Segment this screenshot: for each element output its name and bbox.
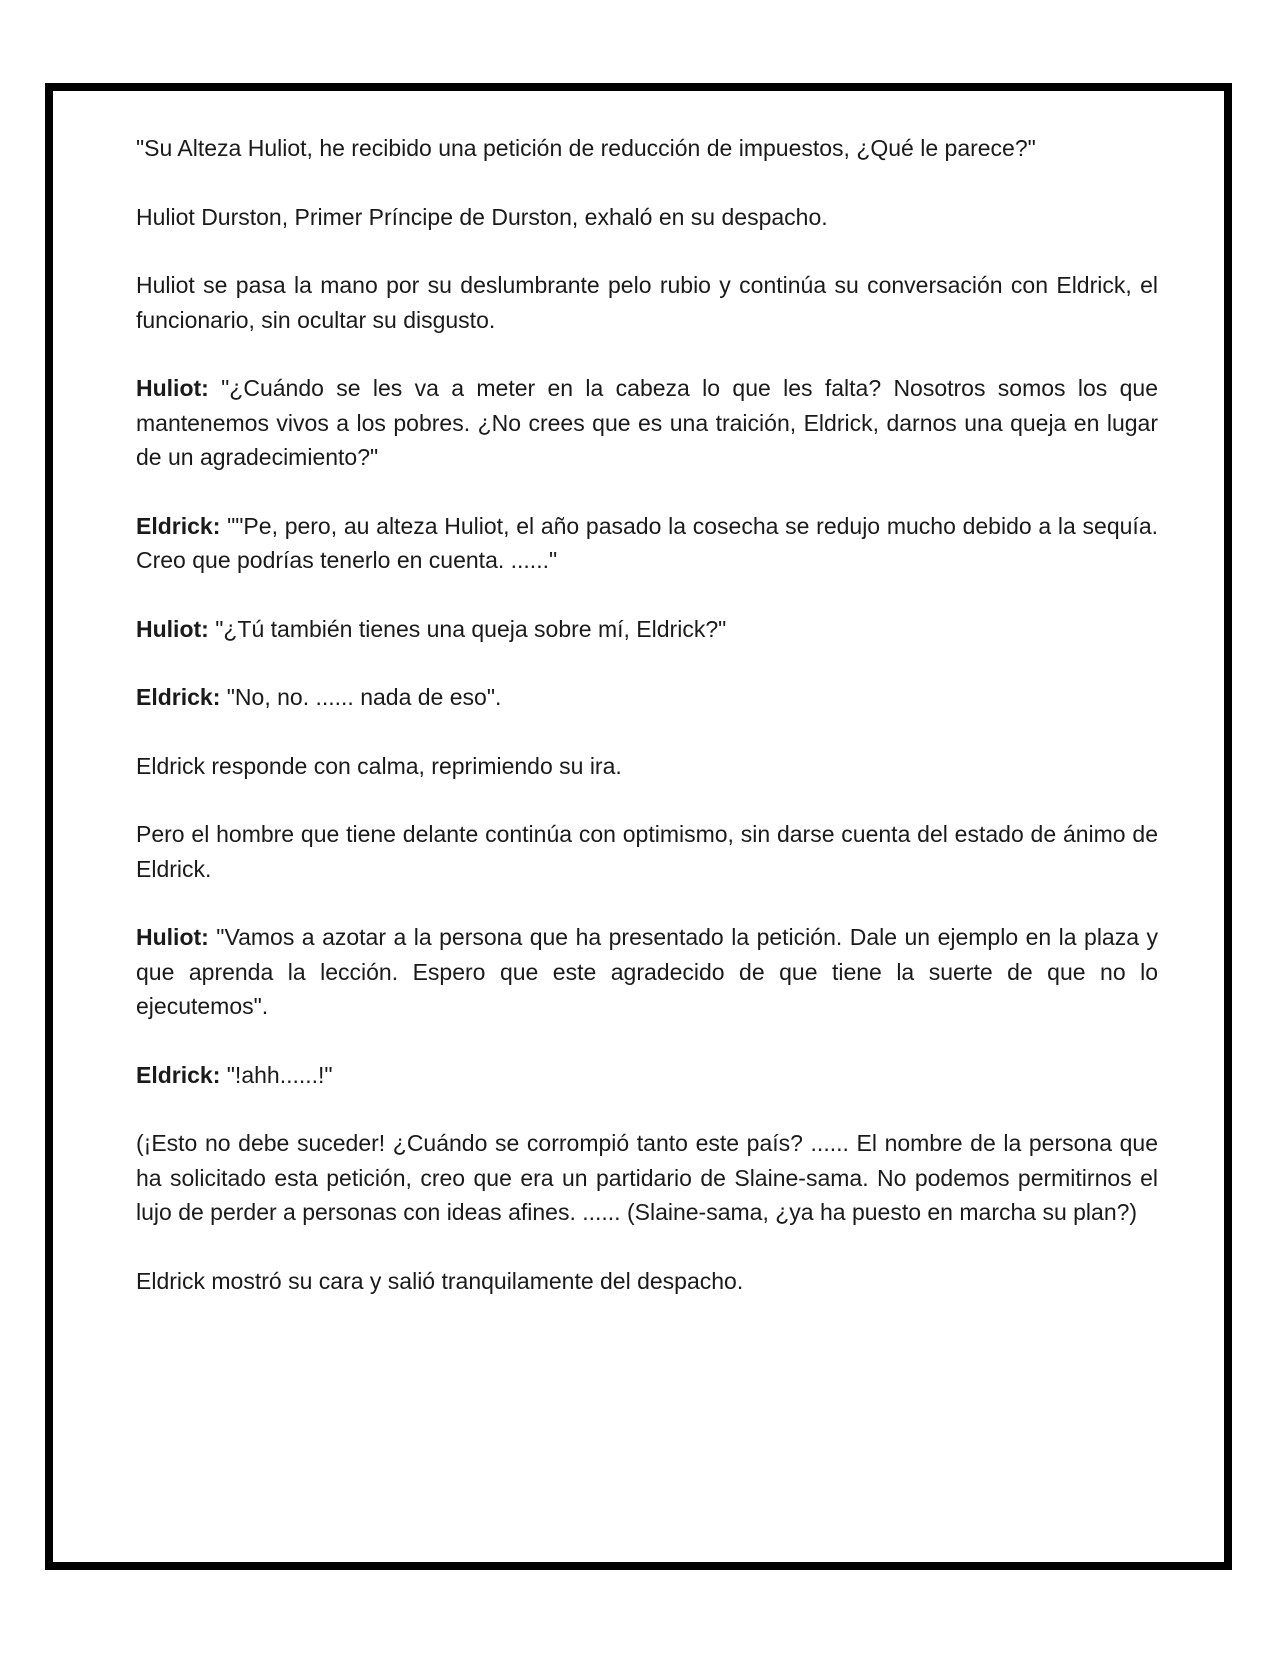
- paragraph-text: Eldrick mostró su cara y salió tranquilamente del despacho.: [136, 1267, 744, 1294]
- narration-paragraph: [136, 749, 1158, 784]
- narration-paragraph: [136, 200, 1158, 235]
- narration-paragraph: [136, 817, 1158, 886]
- speaker-label: Eldrick:: [136, 1061, 221, 1088]
- narration-paragraph: [136, 131, 1158, 166]
- dialogue-text: "Vamos a azotar a la persona que ha presentado la petición. Dale un ejemplo en la plaza y que aprenda la lección. Espero que este agradecido de que tiene la suerte de que no lo ejecutemos".: [136, 924, 1158, 1019]
- paragraph-text: Pero el hombre que tiene delante continúa con optimismo, sin darse cuenta del estado de ánimo de Eldrick.: [136, 821, 1158, 882]
- thought-paragraph: [136, 1126, 1158, 1230]
- dialogue-paragraph: [136, 509, 1158, 578]
- dialogue-paragraph: [136, 371, 1158, 475]
- page-frame: [45, 83, 1232, 1570]
- paragraph-text: Eldrick responde con calma, reprimiendo su ira.: [136, 752, 622, 779]
- dialogue-paragraph: [136, 680, 1158, 715]
- dialogue-text: "No, no. ...... nada de eso".: [220, 684, 502, 710]
- narration-paragraph: [136, 268, 1158, 337]
- paragraph-text: Huliot Durston, Primer Príncipe de Durston, exhaló en su despacho.: [136, 203, 828, 230]
- document-body: [136, 131, 1158, 1332]
- paragraph-text: Huliot se pasa la mano por su deslumbrante pelo rubio y continúa su conversación con Eldrick, el funcionario, sin ocultar su disgusto.: [136, 272, 1158, 333]
- dialogue-text: "!ahh......!": [220, 1061, 333, 1088]
- dialogue-text: "¿Cuándo se les va a meter en la cabeza lo que les falta? Nosotros somos los que mantenemos vivos a los pobres. ¿No crees que es una traición, Eldrick, darnos una queja en lugar de un agradecimiento?": [136, 375, 1158, 470]
- speaker-label: Huliot:: [136, 375, 209, 401]
- paragraph-text: (¡Esto no debe suceder! ¿Cuándo se corrompió tanto este país? ...... El nombre de la persona que ha solicitado esta petición, creo que era un partidario de Slaine-sama. No podemos permitirnos el lujo de perder a personas con ideas afines. ...... (Slaine-sama, ¿ya ha puesto en marcha su plan?): [136, 1130, 1158, 1225]
- paragraph-text: "Su Alteza Huliot, he recibido una petición de reducción de impuestos, ¿Qué le parece?": [136, 135, 1036, 161]
- dialogue-paragraph: [136, 920, 1158, 1024]
- dialogue-text: ""Pe, pero, au alteza Huliot, el año pasado la cosecha se redujo mucho debido a la sequía. Creo que podrías tenerlo en cuenta. ......": [136, 512, 1158, 573]
- dialogue-paragraph: [136, 612, 1158, 647]
- speaker-label: Huliot:: [136, 615, 209, 642]
- speaker-label: Eldrick:: [136, 512, 221, 539]
- dialogue-paragraph: [136, 1058, 1158, 1093]
- speaker-label: Eldrick:: [136, 684, 221, 710]
- dialogue-text: "¿Tú también tienes una queja sobre mí, Eldrick?": [208, 615, 727, 642]
- speaker-label: Huliot:: [136, 924, 209, 950]
- narration-paragraph: [136, 1264, 1158, 1299]
